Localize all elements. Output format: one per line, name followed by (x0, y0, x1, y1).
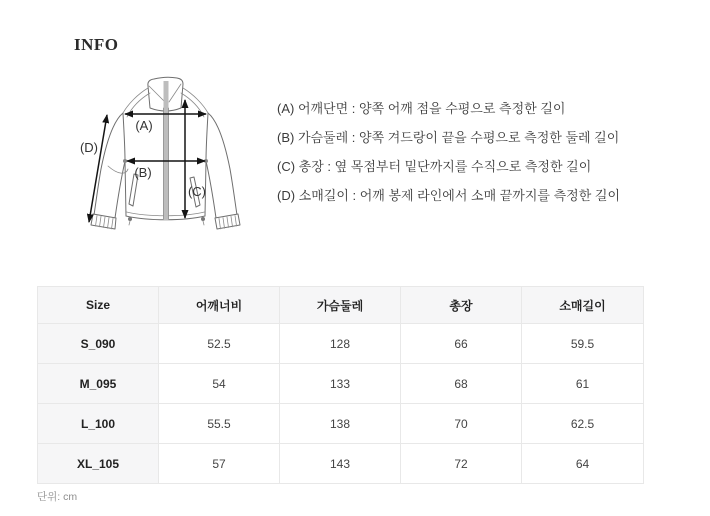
cell-chest: 143 (280, 444, 401, 484)
cell-shoulder: 57 (159, 444, 280, 484)
table-row-m095 (38, 364, 644, 404)
cell-shoulder: 54 (159, 364, 280, 404)
cell-sleeve: 62.5 (522, 404, 644, 444)
guide-line-a: (A) 어깨단면 : 양쪽 어깨 점을 수평으로 측정한 길이 (277, 101, 566, 116)
cell-length: 72 (401, 444, 522, 484)
jacket-measurement-diagram (70, 62, 270, 262)
col-header-shoulder: 어깨너비 (159, 287, 280, 324)
jacket-diagram-svg (70, 62, 270, 262)
cell-chest: 128 (280, 324, 401, 364)
cell-size: M_095 (38, 364, 159, 404)
cell-chest: 138 (280, 404, 401, 444)
label-a: (A) (135, 118, 153, 133)
cell-size: L_100 (38, 404, 159, 444)
cell-length: 68 (401, 364, 522, 404)
section-title-info: INFO (74, 35, 119, 54)
unit-note: 단위: cm (37, 491, 78, 503)
guide-line-d: (D) 소매길이 : 어깨 봉제 라인에서 소매 끝까지를 측정한 길이 (277, 188, 620, 203)
cell-size: S_090 (38, 324, 159, 364)
table-row-s090 (38, 324, 644, 364)
label-c: (C) (187, 184, 207, 199)
col-header-length: 총장 (401, 287, 522, 324)
sleeve-length-arrow (89, 115, 107, 222)
size-chart-table (37, 286, 644, 484)
col-header-chest: 가슴둘레 (280, 287, 401, 324)
guide-line-c: (C) 총장 : 옆 목점부터 밑단까지를 수직으로 측정한 길이 (277, 159, 592, 174)
label-d: (D) (79, 140, 99, 155)
cell-sleeve: 64 (522, 444, 644, 484)
cell-sleeve: 59.5 (522, 324, 644, 364)
cell-sleeve: 61 (522, 364, 644, 404)
table-row-l100 (38, 404, 644, 444)
col-header-size: Size (38, 287, 159, 324)
label-b: (B) (134, 165, 152, 180)
cell-length: 66 (401, 324, 522, 364)
jacket-outline-art (91, 77, 240, 229)
cell-chest: 133 (280, 364, 401, 404)
measurement-guide (277, 94, 677, 210)
cell-shoulder: 52.5 (159, 324, 280, 364)
cell-size: XL_105 (38, 444, 159, 484)
table-row-xl105 (38, 444, 644, 484)
guide-line-b: (B) 가슴둘레 : 양쪽 겨드랑이 끝을 수평으로 측정한 둘레 길이 (277, 130, 620, 145)
col-header-sleeve: 소매길이 (522, 287, 644, 324)
cell-length: 70 (401, 404, 522, 444)
size-chart-header-row (38, 287, 644, 324)
cell-shoulder: 55.5 (159, 404, 280, 444)
